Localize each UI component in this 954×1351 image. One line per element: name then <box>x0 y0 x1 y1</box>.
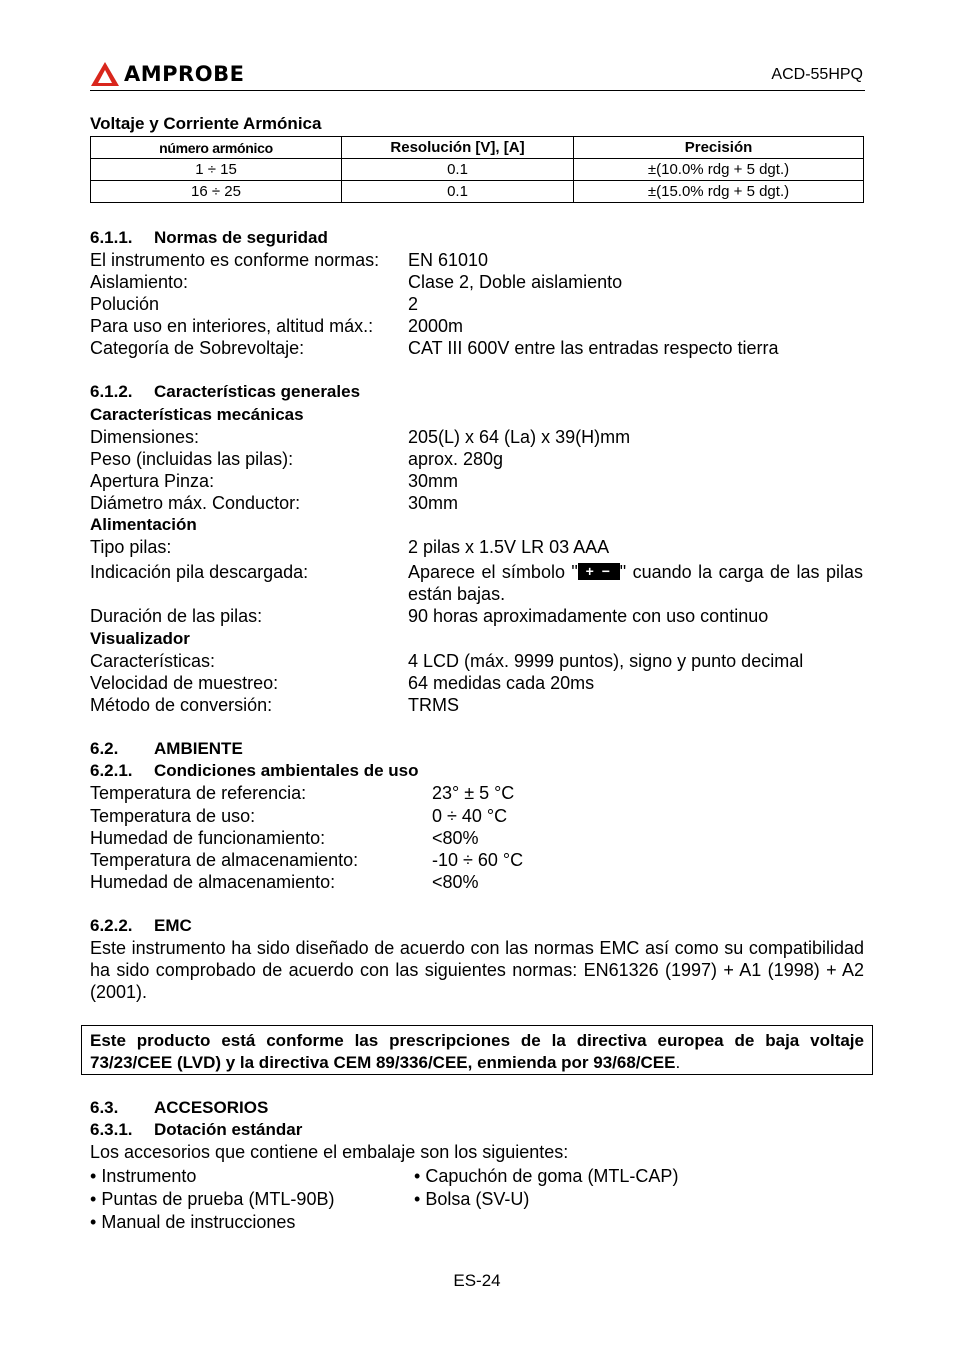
list-item: • Puntas de prueba (MTL-90B) <box>90 1189 335 1209</box>
section-heading-safety: 6.1.1. Normas de seguridad <box>90 228 328 247</box>
model-number: ACD-55HPQ <box>771 66 863 83</box>
brand-name: AMPROBE <box>124 62 245 86</box>
section-heading-conditions: 6.2.1. Condiciones ambientales de uso <box>90 761 419 780</box>
header-divider <box>90 90 865 91</box>
directive-notice-text: Este producto está conforme las prescripciones de la directiva europea de baja voltaje 73/23/CEE (LVD) y la directiva CEM 89/336/CEE, enmienda por 93/68/CEE <box>90 1031 864 1072</box>
section-heading-standard: 6.3.1. Dotación estándar <box>90 1120 303 1139</box>
emc-paragraph: Este instrumento ha sido diseñado de acuerdo con las normas EMC así como su compatibilidad ha sido comprobado de acuerdo con las siguientes normas: EN61326 (1997) + A1 (1998) + A2 (2001). <box>90 938 864 1002</box>
table-cell: 16 ÷ 25 <box>91 181 342 203</box>
page-number: ES-24 <box>453 1271 501 1290</box>
col-precision: Precisión <box>574 137 864 159</box>
list-item: • Manual de instrucciones <box>90 1212 296 1232</box>
table-row <box>91 159 864 181</box>
col-resolution: Resolución [V], [A] <box>342 137 574 159</box>
section-heading-environment: 6.2. AMBIENTE <box>90 739 243 758</box>
list-item: • Instrumento <box>90 1166 197 1186</box>
low-battery-description: Aparece el símbolo " + − " cuando la carga de las pilas están bajas. <box>408 562 863 604</box>
table-cell: ±(15.0% rdg + 5 dgt.) <box>574 181 864 203</box>
table-cell: ±(10.0% rdg + 5 dgt.) <box>574 159 864 181</box>
amprobe-triangle-icon <box>90 61 120 87</box>
section-heading-emc: 6.2.2. EMC <box>90 916 192 935</box>
col-harmonic-number: número armónico <box>91 137 342 159</box>
table-header-row <box>91 137 864 159</box>
directive-notice-box: Este producto está conforme las prescripciones de la directiva europea de baja voltaje 73/23/CEE (LVD) y la directiva CEM 89/336/CEE, enmienda por 93/68/CEE. <box>81 1025 873 1075</box>
subheading-display: Visualizador <box>90 629 190 648</box>
harmonics-title: Voltaje y Corriente Armónica <box>90 114 322 133</box>
subheading-power: Alimentación <box>90 515 197 534</box>
section-heading-general: 6.1.2. Características generales <box>90 382 361 401</box>
battery-icon: + − <box>578 563 620 580</box>
table-cell: 1 ÷ 15 <box>91 159 342 181</box>
table-cell: 0.1 <box>342 159 574 181</box>
brand-logo <box>90 59 244 89</box>
list-item: • Bolsa (SV-U) <box>414 1189 530 1209</box>
subheading-mechanical: Características mecánicas <box>90 405 304 424</box>
table-row <box>91 181 864 203</box>
section-heading-accessories: 6.3. ACCESORIOS <box>90 1098 269 1117</box>
harmonics-table <box>90 136 864 203</box>
table-cell: 0.1 <box>342 181 574 203</box>
list-item: • Capuchón de goma (MTL-CAP) <box>414 1166 679 1186</box>
